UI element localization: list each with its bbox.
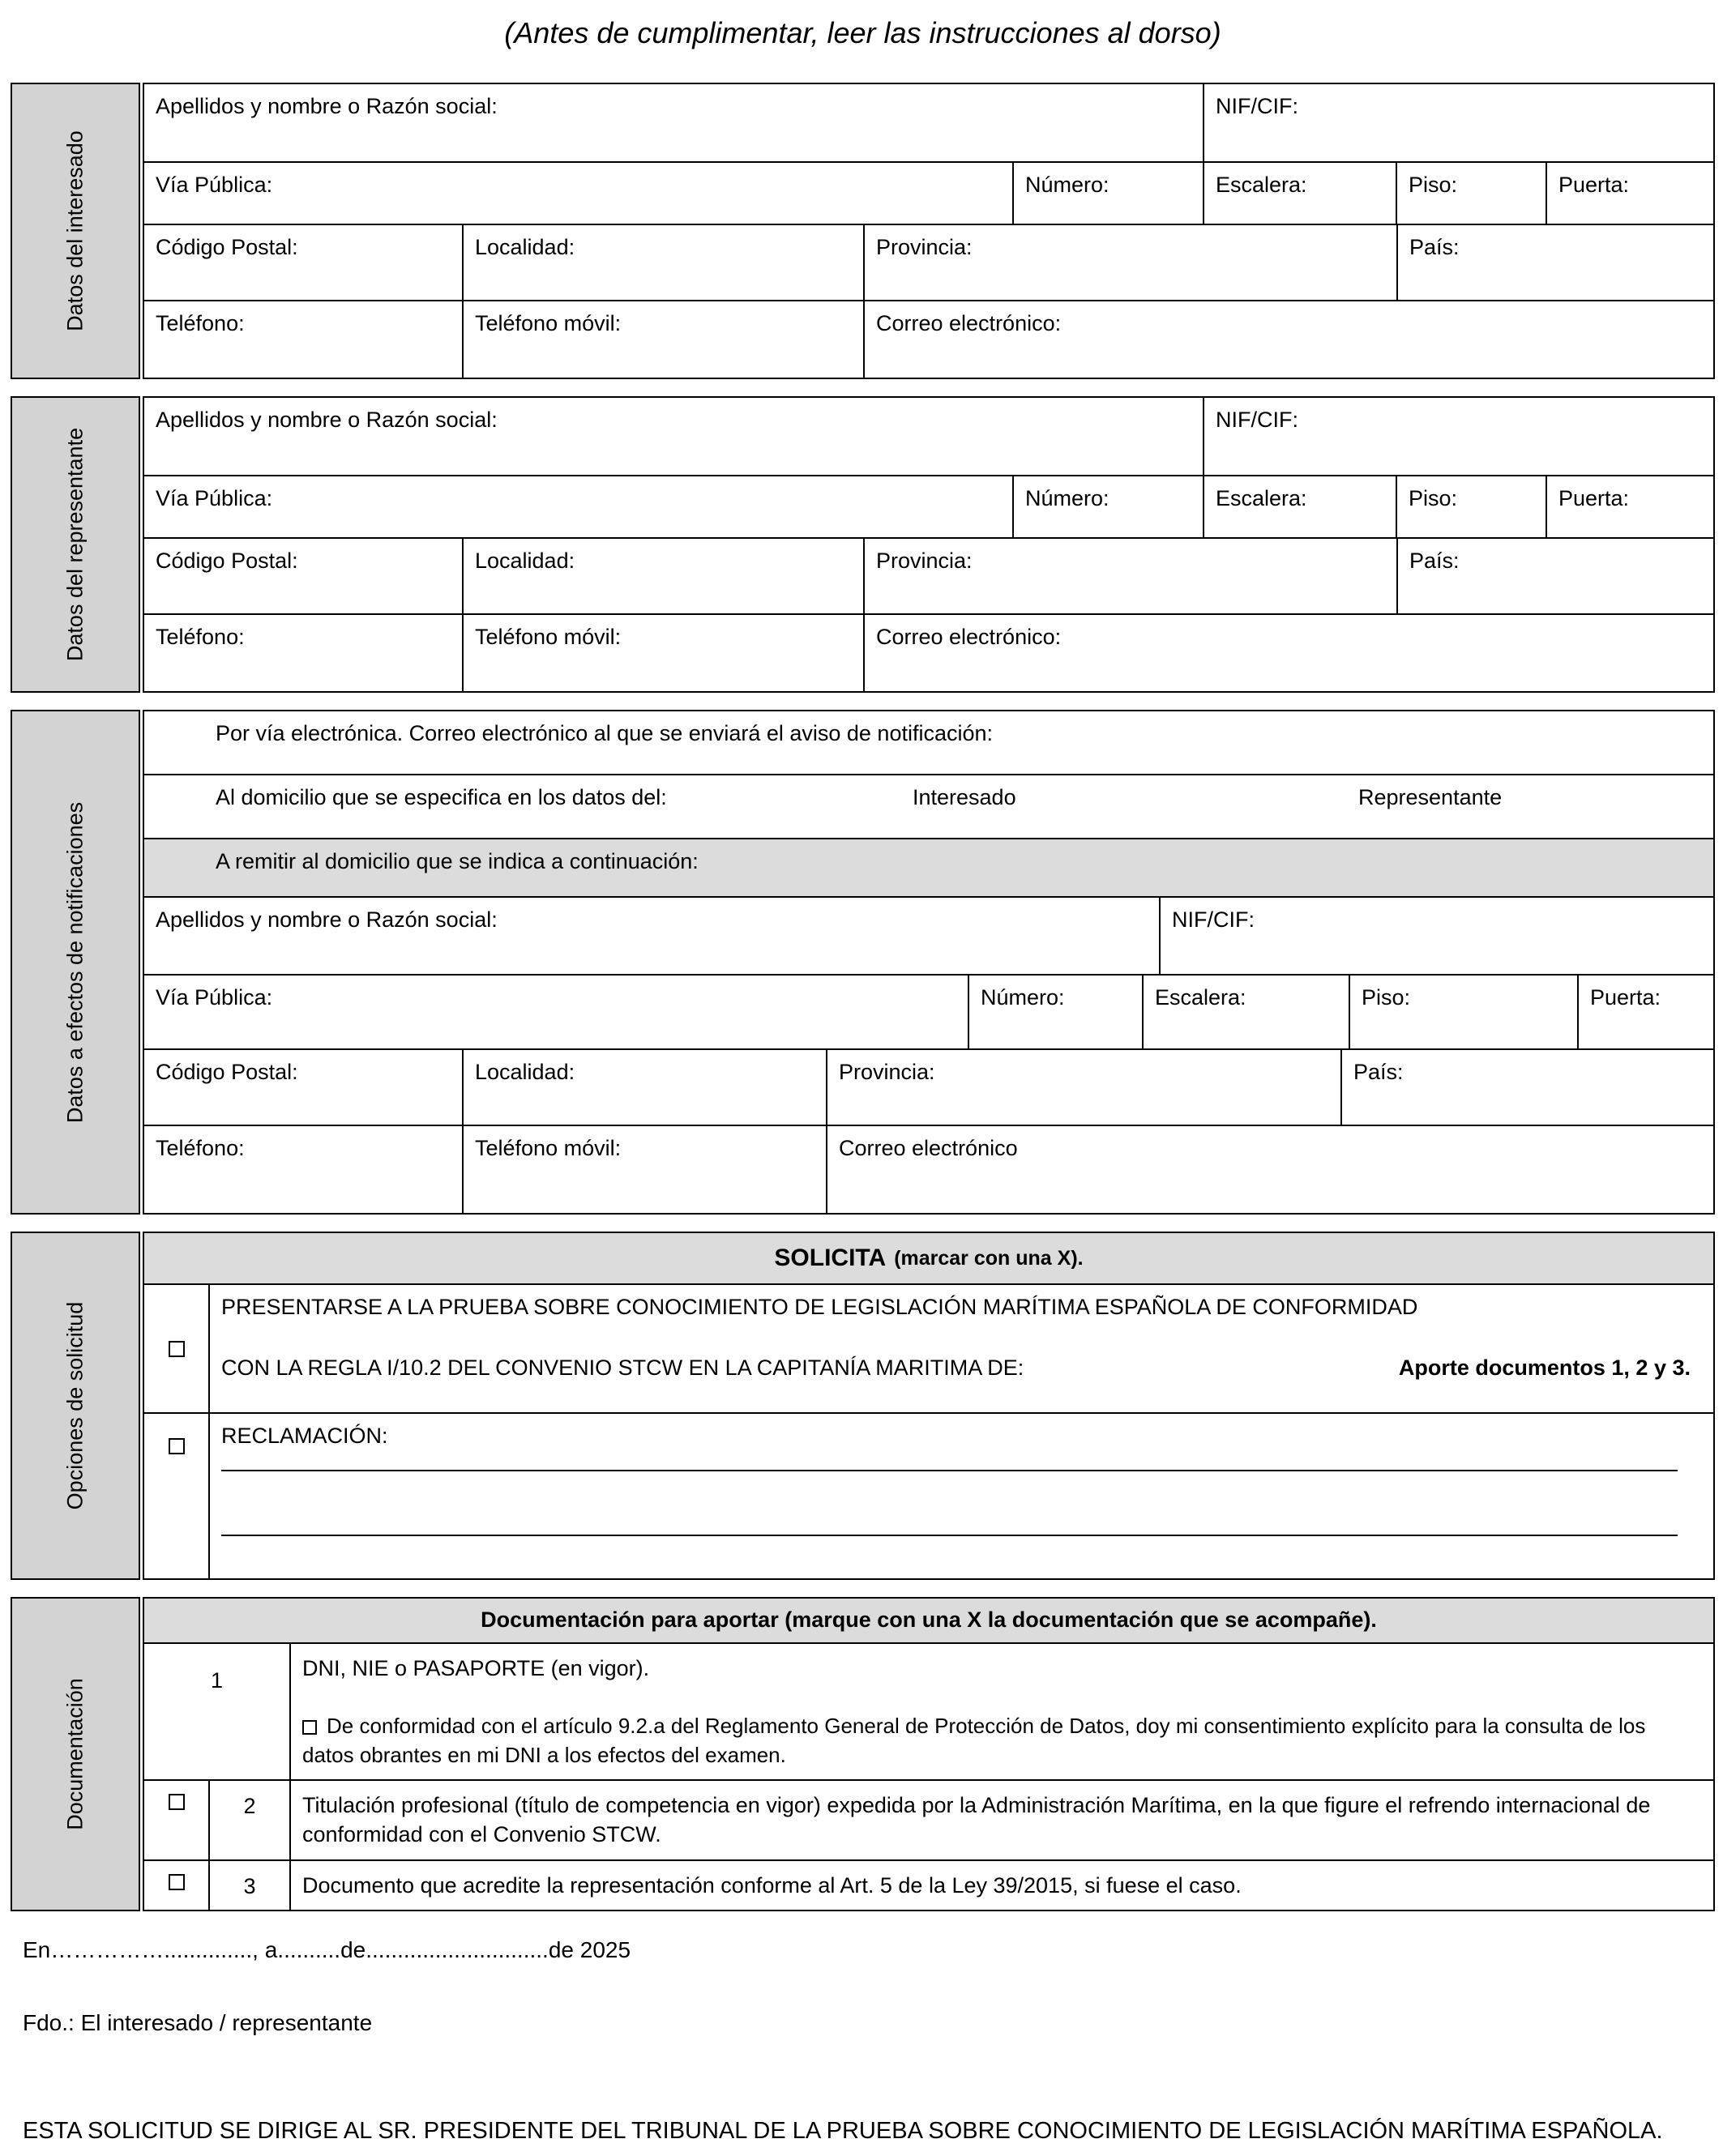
table-row — [144, 539, 1713, 615]
section-label-solicitud — [11, 1232, 140, 1580]
table-row — [144, 839, 1713, 898]
doc-item3-text: Documento que acredite la representación conforme al Art. 5 de la Ley 39/2015, si fuese el caso. — [302, 1872, 1242, 1898]
option1-note: Aporte documentos 1, 2 y 3. — [1398, 1356, 1691, 1380]
doc-item2-text: Titulación profesional (título de competencia en vigor) expedida por la Administración Marítima, en la que figure el refrendo internacional de conformidad con el Convenio STCW. — [302, 1792, 1651, 1847]
reclamacion-write-line-2[interactable] — [221, 1535, 1678, 1536]
field-label: NIF/CIF: — [1216, 94, 1298, 118]
field-label: Puerta: — [1590, 985, 1661, 1010]
section-label-text: Documentación — [62, 1678, 88, 1830]
table-row — [144, 225, 1713, 301]
representante-apellidos-field[interactable] — [144, 398, 1204, 475]
interesado-pais-field[interactable] — [1398, 225, 1713, 300]
table-row — [144, 301, 1713, 378]
field-label: Apellidos y nombre o Razón social: — [156, 94, 498, 118]
table-row — [144, 711, 1713, 775]
option1-line2-row — [221, 1356, 1702, 1381]
section-notificaciones — [11, 710, 1715, 1215]
section-datos-representante — [11, 396, 1715, 693]
field-label: Teléfono móvil: — [475, 1136, 622, 1160]
notif-nif-field[interactable] — [1161, 898, 1713, 974]
solicitud-table — [143, 1232, 1715, 1580]
representante-cp-field[interactable] — [144, 539, 464, 613]
interesado-numero-field[interactable] — [1014, 163, 1204, 224]
representante-provincia-field[interactable] — [865, 539, 1398, 613]
notif-al-domicilio-field[interactable] — [144, 775, 1713, 838]
field-label: Localidad: — [475, 549, 575, 573]
solicita-header-main: SOLICITA — [774, 1245, 887, 1271]
field-label: A remitir al domicilio que se indica a continuación: — [216, 849, 699, 873]
field-label: Provincia: — [876, 549, 973, 573]
field-label: Vía Pública: — [156, 985, 273, 1010]
field-label: Teléfono: — [156, 311, 245, 335]
notif-pais-field[interactable] — [1342, 1050, 1713, 1125]
field-label: Número: — [981, 985, 1065, 1010]
section-label-text: Datos a efectos de notificaciones — [62, 801, 88, 1123]
representante-piso-field[interactable] — [1397, 476, 1547, 537]
interesado-provincia-field[interactable] — [865, 225, 1398, 300]
table-row — [144, 1126, 1713, 1213]
date-place-line[interactable]: En…………….............., a..........de.............................de 2025 — [23, 1936, 631, 1962]
documentacion-table — [143, 1597, 1715, 1911]
section-label-interesado — [11, 83, 140, 379]
notif-correo-field[interactable] — [827, 1126, 1713, 1213]
table-row — [144, 163, 1713, 225]
page-title: (Antes de cumplimentar, leer las instrucciones al dorso) — [504, 16, 1221, 49]
representante-localidad-field[interactable] — [464, 539, 865, 613]
doc-item1-consent-row — [302, 1712, 1702, 1769]
table-row — [144, 1414, 1713, 1578]
option2-text-cell — [210, 1414, 1713, 1578]
field-label: Escalera: — [1216, 486, 1307, 510]
option-interesado[interactable]: Interesado — [913, 785, 1016, 809]
representante-puerta-field[interactable] — [1547, 476, 1713, 537]
table-row — [144, 84, 1713, 163]
option2-checkbox[interactable] — [169, 1438, 185, 1454]
representante-numero-field[interactable] — [1014, 476, 1204, 537]
field-label: Escalera: — [1155, 985, 1246, 1010]
interesado-escalera-field[interactable] — [1204, 163, 1397, 224]
section-label-representante — [11, 396, 140, 693]
reclamacion-write-line-1[interactable] — [221, 1470, 1678, 1471]
option1-checkbox[interactable] — [169, 1341, 185, 1357]
interesado-localidad-field[interactable] — [464, 225, 865, 300]
field-label: Número: — [1025, 173, 1109, 197]
solicita-header-sub: (marcar con una X). — [894, 1246, 1084, 1270]
doc-item3-checkbox-cell — [144, 1861, 210, 1910]
field-label: Apellidos y nombre o Razón social: — [156, 907, 498, 932]
notif-telefono-field[interactable] — [144, 1126, 464, 1213]
table-row — [144, 1233, 1713, 1285]
representante-pais-field[interactable] — [1398, 539, 1713, 613]
field-label: País: — [1409, 235, 1460, 259]
notif-via-field[interactable] — [144, 976, 969, 1048]
signature-line: Fdo.: El interesado / representante — [23, 2009, 373, 2035]
table-row — [144, 1861, 1713, 1910]
interesado-puerta-field[interactable] — [1547, 163, 1713, 224]
representante-correo-field[interactable] — [865, 615, 1713, 691]
doc-item2-number: 2 — [210, 1781, 291, 1859]
table-row — [144, 476, 1713, 539]
notif-numero-field[interactable] — [969, 976, 1144, 1048]
doc-item1-number: 1 — [144, 1644, 291, 1779]
table-row — [144, 1050, 1713, 1126]
table-row — [144, 898, 1713, 976]
option-representante[interactable]: Representante — [1358, 785, 1503, 809]
doc-item3-number: 3 — [210, 1861, 291, 1910]
option1-text-cell — [210, 1285, 1713, 1412]
option2-checkbox-cell — [144, 1414, 210, 1578]
notif-piso-field[interactable] — [1350, 976, 1579, 1048]
field-label: Piso: — [1409, 173, 1458, 197]
interesado-nif-field[interactable] — [1204, 84, 1713, 161]
field-label: NIF/CIF: — [1216, 408, 1298, 432]
option2-label: RECLAMACIÓN: — [221, 1424, 388, 1448]
table-row — [144, 398, 1713, 476]
field-label: Teléfono móvil: — [475, 625, 622, 649]
field-label: Teléfono móvil: — [475, 311, 622, 335]
field-label: Piso: — [1362, 985, 1411, 1010]
field-label: Por vía electrónica. Correo electrónico al que se enviará el aviso de notificación: — [216, 721, 994, 745]
doc-item2-checkbox[interactable] — [169, 1794, 185, 1810]
section-label-notificaciones — [11, 710, 140, 1215]
doc-item2-checkbox-cell — [144, 1781, 210, 1859]
interesado-movil-field[interactable] — [464, 301, 865, 378]
field-label: Apellidos y nombre o Razón social: — [156, 408, 498, 432]
section-label-text: Datos del representante — [62, 427, 88, 662]
table-row — [144, 1285, 1713, 1414]
section-label-documentacion — [11, 1597, 140, 1911]
field-label: Al domicilio que se especifica en los datos del: — [216, 785, 667, 809]
notif-movil-field[interactable] — [464, 1126, 827, 1213]
documentacion-header: Documentación para aportar (marque con una X la documentación que se acompañe). — [481, 1607, 1377, 1632]
notif-a-remitir-header — [144, 839, 1713, 896]
field-label: Puerta: — [1558, 486, 1630, 510]
field-label: Vía Pública: — [156, 173, 273, 197]
interesado-via-field[interactable] — [144, 163, 1014, 224]
notif-puerta-field[interactable] — [1579, 976, 1713, 1048]
field-label: Vía Pública: — [156, 486, 273, 510]
section-label-text: Opciones de solicitud — [62, 1301, 88, 1510]
interesado-telefono-field[interactable] — [144, 301, 464, 378]
field-label: Teléfono: — [156, 625, 245, 649]
solicita-header — [144, 1233, 1713, 1283]
notif-via-electronica-field[interactable] — [144, 711, 1713, 774]
interesado-piso-field[interactable] — [1397, 163, 1547, 224]
field-label: Número: — [1025, 486, 1109, 510]
field-label: País: — [1353, 1060, 1404, 1084]
consent-checkbox[interactable] — [302, 1720, 317, 1735]
field-label: País: — [1409, 549, 1460, 573]
table-row — [144, 615, 1713, 691]
section-label-text: Datos del interesado — [62, 130, 88, 331]
addressee-text: ESTA SOLICITUD SE DIRIGE AL SR. PRESIDENTE DEL TRIBUNAL DE LA PRUEBA SOBRE CONOCIMIENTO DE LEGISLACIÓN MARÍTIMA ESPAÑOLA. — [23, 2117, 1663, 2144]
field-label: Correo electrónico: — [876, 625, 1062, 649]
consent-text: De conformidad con el artículo 9.2.a del Reglamento General de Protección de Datos, doy mi consentimiento explícito para la consulta de los datos obrantes en mi DNI a los efectos del examen. — [302, 1714, 1646, 1767]
section-opciones-solicitud — [11, 1232, 1715, 1580]
field-label: Correo electrónico: — [876, 311, 1062, 335]
section-documentacion — [11, 1597, 1715, 1911]
field-label: Localidad: — [475, 1060, 575, 1084]
field-label: Escalera: — [1216, 173, 1307, 197]
doc-item1-line1: DNI, NIE o PASAPORTE (en vigor). — [302, 1656, 650, 1680]
representante-movil-field[interactable] — [464, 615, 865, 691]
field-label: Puerta: — [1558, 173, 1630, 197]
option1-checkbox-cell — [144, 1285, 210, 1412]
option1-line2: CON LA REGLA I/10.2 DEL CONVENIO STCW EN LA CAPITANÍA MARITIMA DE: — [221, 1356, 1024, 1380]
field-label: Código Postal: — [156, 549, 298, 573]
representante-table — [143, 396, 1715, 693]
interesado-correo-field[interactable] — [865, 301, 1713, 378]
representante-escalera-field[interactable] — [1204, 476, 1397, 537]
notif-cp-field[interactable] — [144, 1050, 464, 1125]
notif-localidad-field[interactable] — [464, 1050, 827, 1125]
table-row — [144, 775, 1713, 839]
footer — [11, 1937, 1715, 2148]
table-row — [144, 1599, 1713, 1644]
field-label: Provincia: — [876, 235, 973, 259]
representante-via-field[interactable] — [144, 476, 1014, 537]
option1-line1: PRESENTARSE A LA PRUEBA SOBRE CONOCIMIENTO DE LEGISLACIÓN MARÍTIMA ESPAÑOLA DE CONFORMIDAD — [221, 1295, 1418, 1319]
field-label: Provincia: — [839, 1060, 935, 1084]
field-label: Localidad: — [475, 235, 575, 259]
field-label: Código Postal: — [156, 235, 298, 259]
notificaciones-table — [143, 710, 1715, 1215]
section-datos-interesado — [11, 83, 1715, 379]
field-label: Teléfono: — [156, 1136, 245, 1160]
interesado-cp-field[interactable] — [144, 225, 464, 300]
table-row — [144, 1644, 1713, 1781]
interesado-apellidos-field[interactable] — [144, 84, 1204, 161]
notif-provincia-field[interactable] — [827, 1050, 1342, 1125]
notif-escalera-field[interactable] — [1144, 976, 1350, 1048]
field-label: Correo electrónico — [839, 1136, 1018, 1160]
field-label: Piso: — [1409, 486, 1458, 510]
representante-telefono-field[interactable] — [144, 615, 464, 691]
field-label: NIF/CIF: — [1172, 907, 1255, 932]
notif-apellidos-field[interactable] — [144, 898, 1161, 974]
doc-item1-text — [291, 1644, 1713, 1779]
table-row — [144, 976, 1713, 1050]
field-label: Código Postal: — [156, 1060, 298, 1084]
representante-nif-field[interactable] — [1204, 398, 1713, 475]
interesado-table — [143, 83, 1715, 379]
doc-item3-checkbox[interactable] — [169, 1874, 185, 1890]
table-row — [144, 1781, 1713, 1861]
